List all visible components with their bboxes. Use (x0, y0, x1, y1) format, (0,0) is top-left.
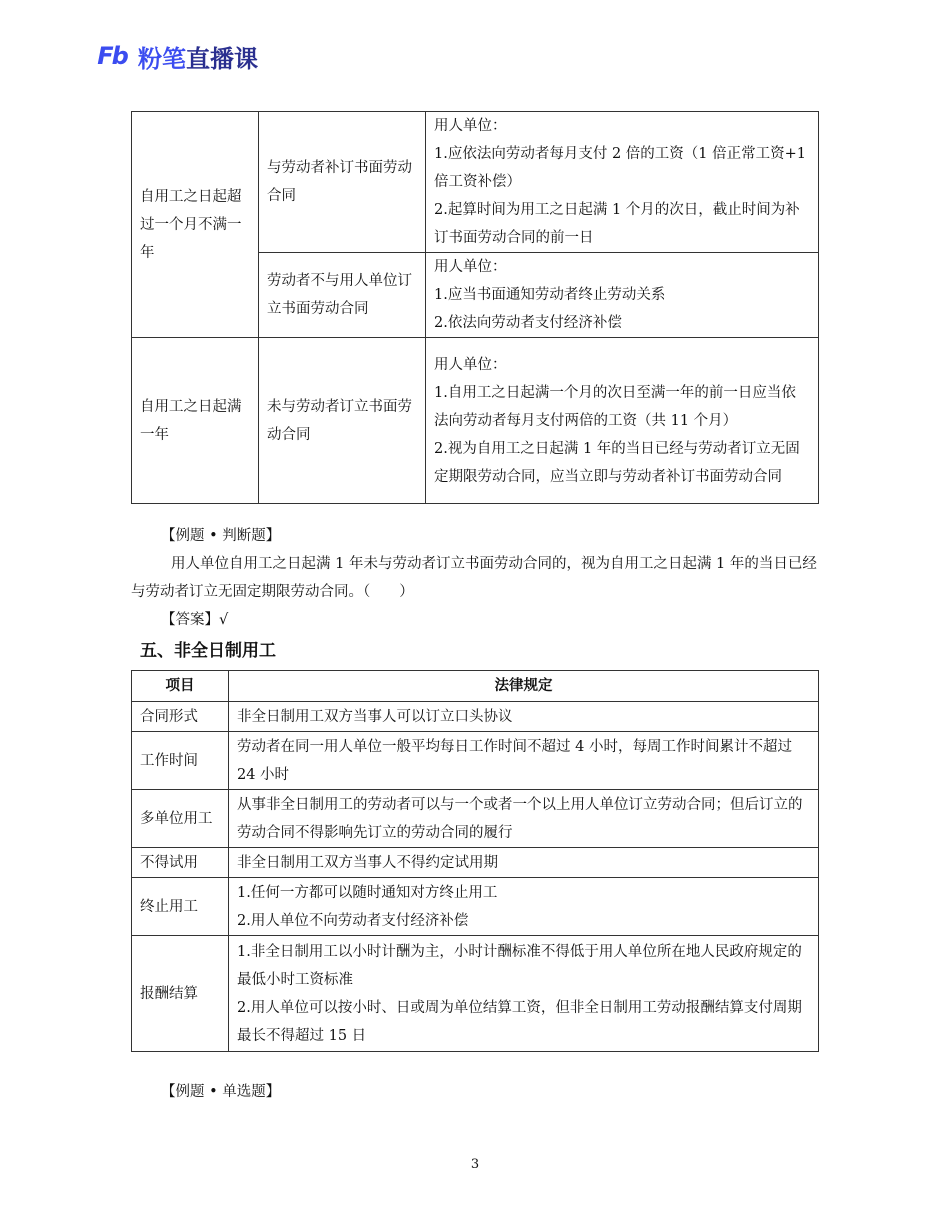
labor-contract-table (131, 111, 819, 504)
example-question: 用人单位自用工之日起满 1 年未与劳动者订立书面劳动合同的，视为自用工之日起满 1 年的当日已经与劳动者订立无固定期限劳动合同。（ ） (131, 556, 817, 600)
example-label: 【例题 • 判断题】 (161, 528, 281, 544)
situation-cell: 未与劳动者订立书面劳动合同 (259, 338, 426, 504)
consequence-cell: 用人单位： 1.应依法向劳动者每月支付 2 倍的工资（1 倍正常工资+1 倍工资补偿） 2.起算时间为用工之日起满 1 个月的次日，截止时间为补订书面劳动合同的前一日 (426, 112, 819, 253)
item-cell: 工作时间 (132, 732, 229, 790)
item-cell: 合同形式 (132, 702, 229, 732)
period-cell: 自用工之日起满一年 (132, 338, 259, 504)
rule-cell: 劳动者在同一用人单位一般平均每日工作时间不超过 4 小时，每周工作时间累计不超过 24 小时 (229, 732, 819, 790)
item-cell: 报酬结算 (132, 936, 229, 1052)
rule-cell: 非全日制用工双方当事人不得约定试用期 (229, 848, 819, 878)
column-header: 法律规定 (229, 671, 819, 702)
example-label: 【例题 • 单选题】 (161, 1084, 281, 1100)
situation-cell: 与劳动者补订书面劳动合同 (259, 112, 426, 253)
page-number: 3 (470, 1157, 480, 1172)
column-header: 项目 (132, 671, 229, 702)
item-cell: 不得试用 (132, 848, 229, 878)
period-cell: 自用工之日起超过一个月不满一年 (132, 112, 259, 338)
section-title: 五、非全日制用工 (140, 641, 276, 661)
example-answer: 【答案】√ (161, 612, 229, 628)
consequence-cell: 用人单位： 1.应当书面通知劳动者终止劳动关系 2.依法向劳动者支付经济补偿 (426, 253, 819, 338)
example-single-choice (131, 1078, 819, 1106)
rule-cell: 1.任何一方都可以随时通知对方终止用工 2.用人单位不向劳动者支付经济补偿 (229, 878, 819, 936)
rule-cell: 从事非全日制用工的劳动者可以与一个或者一个以上用人单位订立劳动合同；但后订立的劳动合同不得影响先订立的劳动合同的履行 (229, 790, 819, 848)
rule-cell: 1.非全日制用工以小时计酬为主，小时计酬标准不得低于用人单位所在地人民政府规定的最低小时工资标准 2.用人单位可以按小时、日或周为单位结算工资，但非全日制用工劳动报酬结算支付周期最长不得超过 15 日 (229, 936, 819, 1052)
consequence-cell: 用人单位： 1.自用工之日起满一个月的次日至满一年的前一日应当依法向劳动者每月支付两倍的工资（共 11 个月） 2.视为自用工之日起满 1 年的当日已经与劳动者订立无固定期限劳动合同，应当立即与劳动者补订书面劳动合同 (426, 338, 819, 504)
brand-name: 粉笔直播课 (138, 44, 258, 73)
item-cell: 多单位用工 (132, 790, 229, 848)
part-time-employment-table (131, 670, 819, 1052)
brand-logo (94, 38, 258, 74)
item-cell: 终止用工 (132, 878, 229, 936)
fb-logo-icon: Fb (97, 42, 127, 70)
situation-cell: 劳动者不与用人单位订立书面劳动合同 (259, 253, 426, 338)
rule-cell: 非全日制用工双方当事人可以订立口头协议 (229, 702, 819, 732)
example-true-false (131, 522, 819, 634)
